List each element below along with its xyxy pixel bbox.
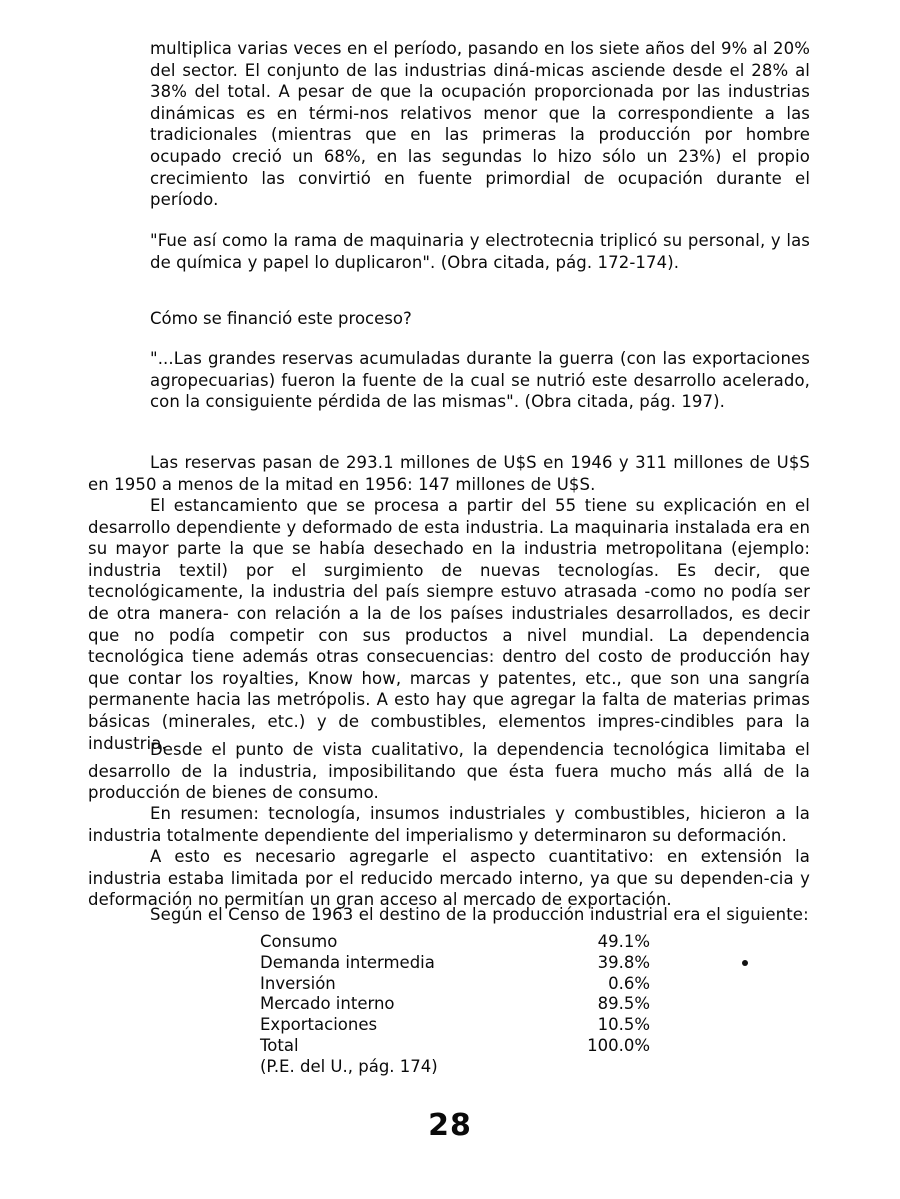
paragraph-summary: En resumen: tecnología, insumos industriales y combustibles, hicieron a la industria totalmente dependiente del imperialismo y determinaron su deformación. [88,804,810,845]
paragraph-census: Según el Censo de 1963 el destino de la producción industrial era el siguiente: [150,905,809,924]
row-value: 100.0% [587,1035,650,1055]
page-number: 28 [428,1108,472,1143]
table-row [260,1015,650,1036]
row-value: 49.1% [597,932,650,951]
paragraph-quantitative: A esto es necesario agregarle el aspecto cuantitativo: en extensión la industria estaba limitada por el reducido mercado interno, ya que su dependen-cia y deformación no permitían un gran acceso al mercado de exportación. [88,847,810,910]
paragraph-quote-personnel: "Fue así como la rama de maquinaria y electrotecnia triplicó su personal, y las de química y papel lo duplicaron". (Obra citada, pág. 172-174). [150,231,810,272]
row-value: 0.6% [608,973,650,993]
table-row [260,974,650,995]
row-value: 39.8% [597,952,650,972]
table-row [260,994,650,1015]
production-destination-table [260,932,650,1078]
row-value: 89.5% [597,994,650,1014]
row-value: 10.5% [597,1015,650,1035]
paragraph-quote-reserves: "...Las grandes reservas acumuladas durante la guerra (con las exportaciones agropecuarias) fueron la fuente de la cual se nutrió este desarrollo acelerado, con la consiguiente pérdida de las mismas". (Obra citada, pág. 197). [150,349,810,412]
table-row [260,1036,650,1057]
table-source: (P.E. del U., pág. 174) [260,1056,438,1076]
stray-dot-mark [742,960,748,966]
paragraph-dynamic-industries: multiplica varias veces en el período, pasando en los siete años del 9% al 20% del sector. El conjunto de las industrias diná-micas asciende desde el 28% al 38% del total. A pesar de que la ocupación proporcionada por las industrias dinámicas es en térmi-nos relativos menor que la correspondiente a las tradicionales (mientras que en las primeras la producción por hombre ocupado creció un 68%, en las segundas lo hizo sólo un 23%) el propio crecimiento las convirtió en fuente primordial de ocupación durante el período. [150,39,810,210]
table-row [260,932,650,953]
paragraph-qualitative: Desde el punto de vista cualitativo, la dependencia tecnológica limitaba el desarrollo de la industria, imposibilitando que ésta fuera mucho más allá de la producción de bienes de consumo. [88,740,810,803]
question-financing: Cómo se financió este proceso? [150,309,412,328]
paragraph-reserves-figures: Las reservas pasan de 293.1 millones de U$S en 1946 y 311 millones de U$S en 1950 a menos de la mitad en 1956: 147 millones de U$S. [88,453,810,494]
row-label: Mercado interno [260,994,395,1014]
row-label: Consumo [260,932,338,951]
row-label: Inversión [260,973,336,993]
row-label: Exportaciones [260,1015,378,1035]
table-row [260,953,650,974]
row-label: Demanda intermedia [260,952,435,972]
paragraph-stagnation: El estancamiento que se procesa a partir del 55 tiene su explicación en el desarrollo dependiente y deformado de esta industria. La maquinaria instalada era en su mayor parte la que se había desechado en la industria metropolitana (ejemplo: industria textil) por el surgimiento de nuevas tecnologías. Es decir, que tecnológicamente, la industria del país siempre estuvo atrasada -como no podía ser de otra manera- con relación a la de los países industriales desarrollados, es decir que no podía competir con sus productos a nivel mundial. La dependencia tecnológica tiene además otras consecuencias: dentro del costo de producción hay que contar los royalties, Know how, marcas y patentes, etc., que son una sangría permanente hacia las metrópolis. A esto hay que agregar la falta de materias primas básicas (minerales, etc.) y de combustibles, elementos impres-cindibles para la industria. [88,496,810,753]
row-label: Total [260,1035,299,1055]
